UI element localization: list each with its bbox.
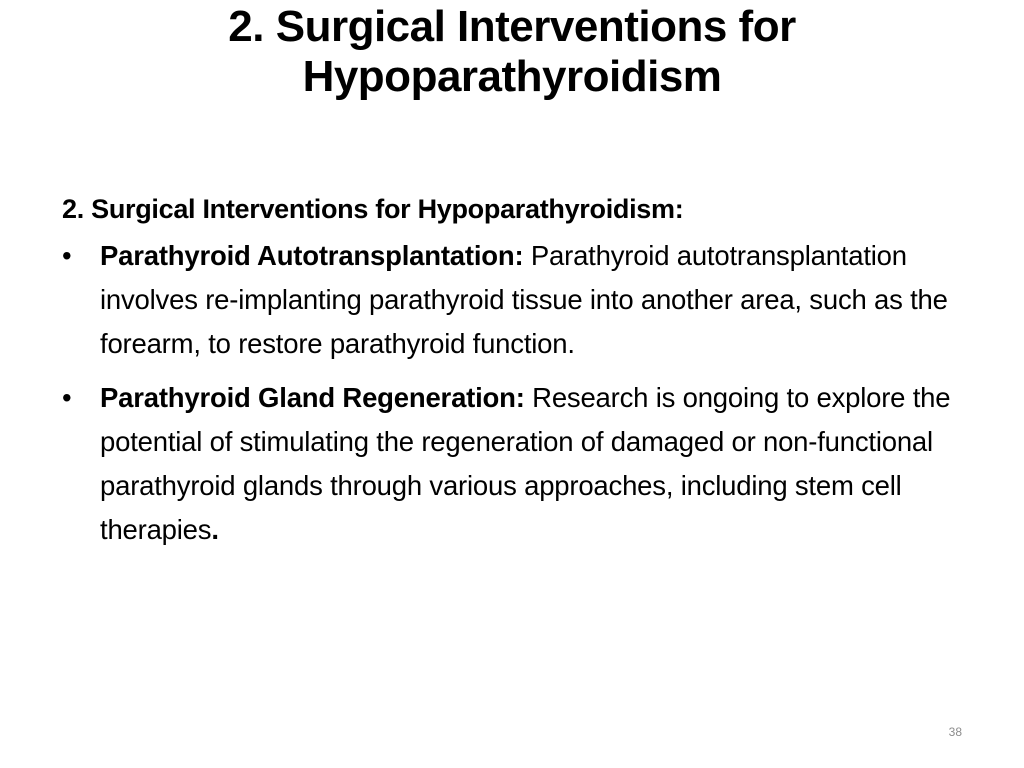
bullet-end-mark: . (211, 514, 219, 545)
bullet-text: Research is ongoing to explore the potential of stimulating the regeneration of damaged or non-functional parathyroid glands through various approaches, including stem cell therapies (100, 382, 951, 545)
bullet-icon: • (62, 382, 72, 413)
slide-title-line-1: 2. Surgical Interventions for (228, 2, 796, 51)
bullet-list (62, 234, 962, 552)
slide-title-line-2: Hypoparathyroidism (302, 52, 722, 101)
bullet-term: Parathyroid Autotransplantation: (100, 240, 524, 271)
bullet-item-gland-regeneration (62, 376, 962, 552)
bullet-term: Parathyroid Gland Regeneration: (100, 382, 525, 413)
bullet-icon: • (62, 240, 72, 271)
slide-body (62, 186, 962, 562)
bullet-item-autotransplantation (62, 234, 962, 366)
section-heading: 2. Surgical Interventions for Hypoparathyroidism: (62, 194, 684, 224)
bullet-text: Parathyroid autotransplantation involves re-implanting parathyroid tissue into another area, such as the forearm, to restore parathyroid function. (100, 240, 948, 359)
slide-title (60, 2, 964, 102)
page-number: 38 (948, 725, 962, 739)
